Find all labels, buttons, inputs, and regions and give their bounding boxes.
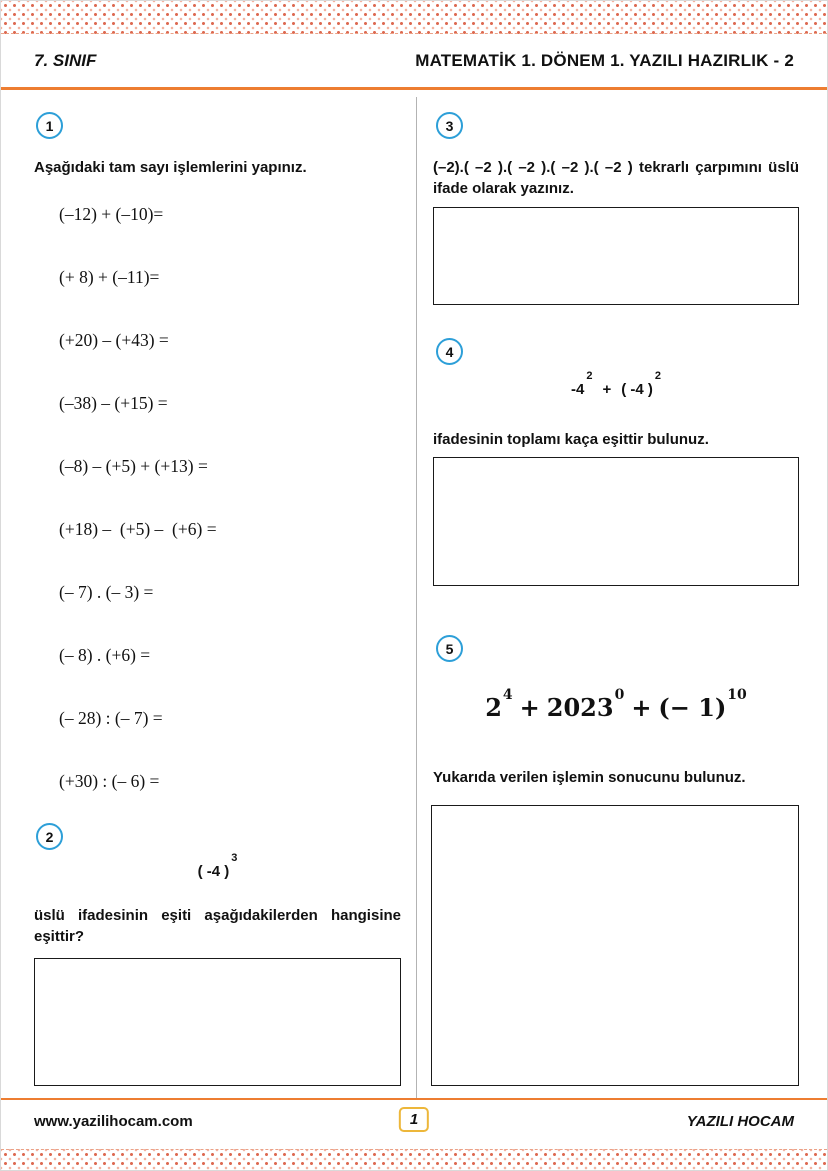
q1-expression-list bbox=[59, 203, 399, 833]
q4-term2-exponent: 2 bbox=[654, 369, 662, 382]
q5-plus-operator-1: + bbox=[519, 693, 540, 722]
q1-instruction: Aşağıdaki tam sayı işlemlerini yapınız. bbox=[34, 159, 307, 176]
footer-rule bbox=[1, 1098, 827, 1100]
footer-website: www.yazilihocam.com bbox=[34, 1113, 193, 1130]
q2-answer-box bbox=[34, 958, 401, 1086]
integer-operation-item: (–12) + (–10)= bbox=[59, 204, 164, 224]
question-number-badge-1 bbox=[36, 112, 63, 139]
question-number-4: 4 bbox=[445, 343, 454, 360]
q3-prompt: (–2).( –2 ).( –2 ).( –2 ).( –2 ) tekrarlı çarpımını üslü ifade olarak yazınız. bbox=[433, 159, 799, 197]
q4-term1-base: -4 bbox=[570, 381, 585, 398]
q2-expression-exponent: 3 bbox=[231, 851, 238, 864]
q5-term2-exponent: 0 bbox=[614, 687, 625, 704]
q5-plus-operator-2: + bbox=[631, 693, 652, 722]
question-number-5: 5 bbox=[445, 640, 454, 657]
integer-operation-item: (– 8) . (+6) = bbox=[59, 645, 151, 665]
worksheet-title: MATEMATİK 1. DÖNEM 1. YAZILI HAZIRLIK - 2 bbox=[415, 51, 794, 70]
q5-term3-exponent: 10 bbox=[727, 687, 747, 704]
question-number-badge-4 bbox=[436, 338, 463, 365]
integer-operation-item: (+30) : (– 6) = bbox=[59, 771, 160, 791]
q4-term1-exponent: 2 bbox=[586, 369, 593, 382]
question-number-2: 2 bbox=[45, 828, 54, 845]
q5-expression bbox=[433, 687, 799, 722]
q3-answer-box bbox=[433, 207, 799, 305]
q5-term1-exponent: 4 bbox=[502, 687, 513, 704]
header-rule bbox=[1, 87, 827, 90]
integer-operation-item: (–8) – (+5) + (+13) = bbox=[59, 456, 208, 476]
page-number-badge: 1 bbox=[399, 1107, 429, 1132]
top-dot-pattern bbox=[1, 1, 827, 34]
grade-label: 7. SINIF bbox=[34, 51, 97, 70]
integer-operation-item: (+18) – (+5) – (+6) = bbox=[59, 519, 217, 539]
q4-plus-operator: + bbox=[602, 381, 612, 398]
q5-term3-base: (− 1) bbox=[658, 693, 727, 722]
q4-term2-base: ( -4 ) bbox=[621, 381, 653, 398]
question-number-badge-3 bbox=[436, 112, 463, 139]
integer-operation-item: (+20) – (+43) = bbox=[59, 330, 169, 350]
integer-operation-item: (–38) – (+15) = bbox=[59, 393, 168, 413]
q5-answer-box bbox=[431, 805, 799, 1086]
integer-operation-item: (– 28) : (– 7) = bbox=[59, 708, 163, 728]
q5-term2-base: 2023 bbox=[546, 693, 614, 722]
q4-expression bbox=[433, 369, 799, 398]
q2-expression-base: ( -4 ) bbox=[197, 863, 230, 880]
q5-prompt: Yukarıda verilen işlemin sonucunu bulunuz. bbox=[433, 769, 746, 786]
question-number-1: 1 bbox=[45, 117, 54, 134]
footer-brand: YAZILI HOCAM bbox=[686, 1113, 794, 1130]
bottom-dot-pattern bbox=[1, 1149, 827, 1170]
column-divider bbox=[416, 97, 417, 1098]
q4-prompt: ifadesinin toplamı kaça eşittir bulunuz. bbox=[433, 431, 709, 448]
integer-operation-item: (+ 8) + (–11)= bbox=[59, 267, 160, 287]
q5-term1-base: 2 bbox=[485, 693, 502, 722]
q2-expression bbox=[34, 851, 401, 880]
q2-prompt: üslü ifadesinin eşiti aşağıdakilerden hangisine eşittir? bbox=[34, 907, 401, 945]
question-number-badge-2 bbox=[36, 823, 63, 850]
question-number-3: 3 bbox=[445, 117, 454, 134]
q4-answer-box bbox=[433, 457, 799, 586]
question-number-badge-5 bbox=[436, 635, 463, 662]
integer-operation-item: (– 7) . (– 3) = bbox=[59, 582, 154, 602]
